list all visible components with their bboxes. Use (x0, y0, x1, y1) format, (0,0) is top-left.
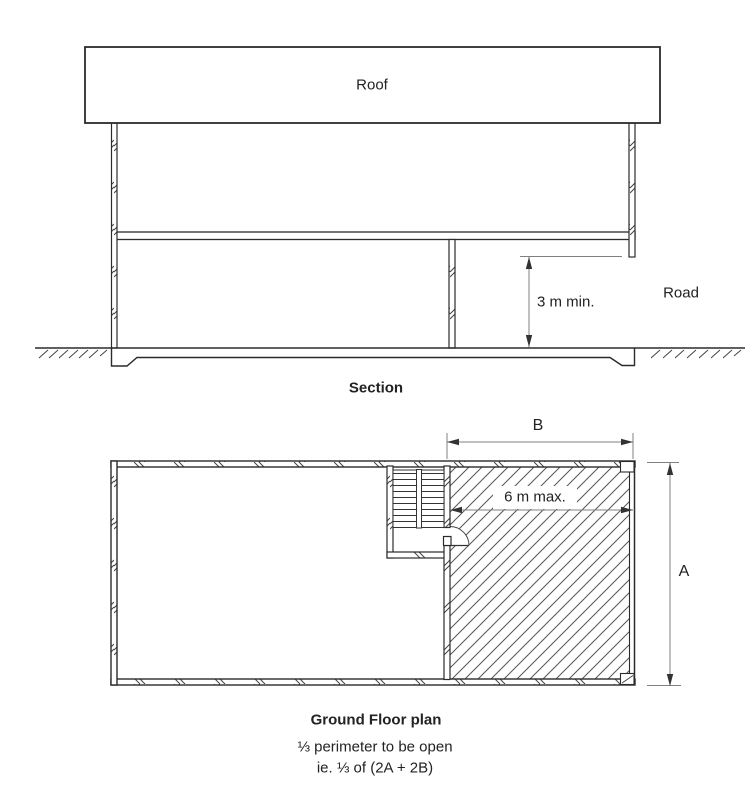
stair-right-wall (444, 466, 450, 528)
clearance-dimension-label: 3 m min. (537, 293, 595, 311)
open-depth-dimension-label: 6 m max. (504, 488, 566, 506)
door-leaf (444, 537, 452, 546)
plan-caption: Ground Floor plan (310, 711, 442, 729)
stair-bottom-wall (387, 552, 450, 558)
ground-hatch-right (651, 350, 741, 358)
plan-left-wall (111, 461, 117, 685)
dimension-b-label: B (532, 417, 544, 434)
dimension-b (447, 433, 633, 459)
stair-left-wall (387, 466, 393, 558)
section-left-wall (112, 123, 118, 348)
plan-top-wall (111, 461, 635, 467)
dimension-a-label: A (678, 563, 690, 580)
plan-note-line-1: ⅓ perimeter to be open (297, 738, 453, 756)
staircase (393, 470, 444, 529)
dimension-a (647, 463, 681, 687)
dividing-wall (444, 546, 450, 680)
plan-view (111, 433, 681, 686)
section-caption: Section (348, 379, 404, 397)
section-right-wall (629, 123, 635, 257)
plan-note-line-2: ie. ⅓ of (2A + 2B) (316, 759, 434, 777)
section-view (35, 47, 745, 366)
roof-label: Roof (356, 76, 388, 94)
section-internal-wall (449, 240, 455, 349)
road-label: Road (663, 284, 699, 302)
plan-bottom-wall (111, 679, 635, 685)
foundation-slab (112, 348, 635, 366)
corner-column-top-right (621, 462, 635, 473)
ground-hatch-left (39, 350, 107, 358)
